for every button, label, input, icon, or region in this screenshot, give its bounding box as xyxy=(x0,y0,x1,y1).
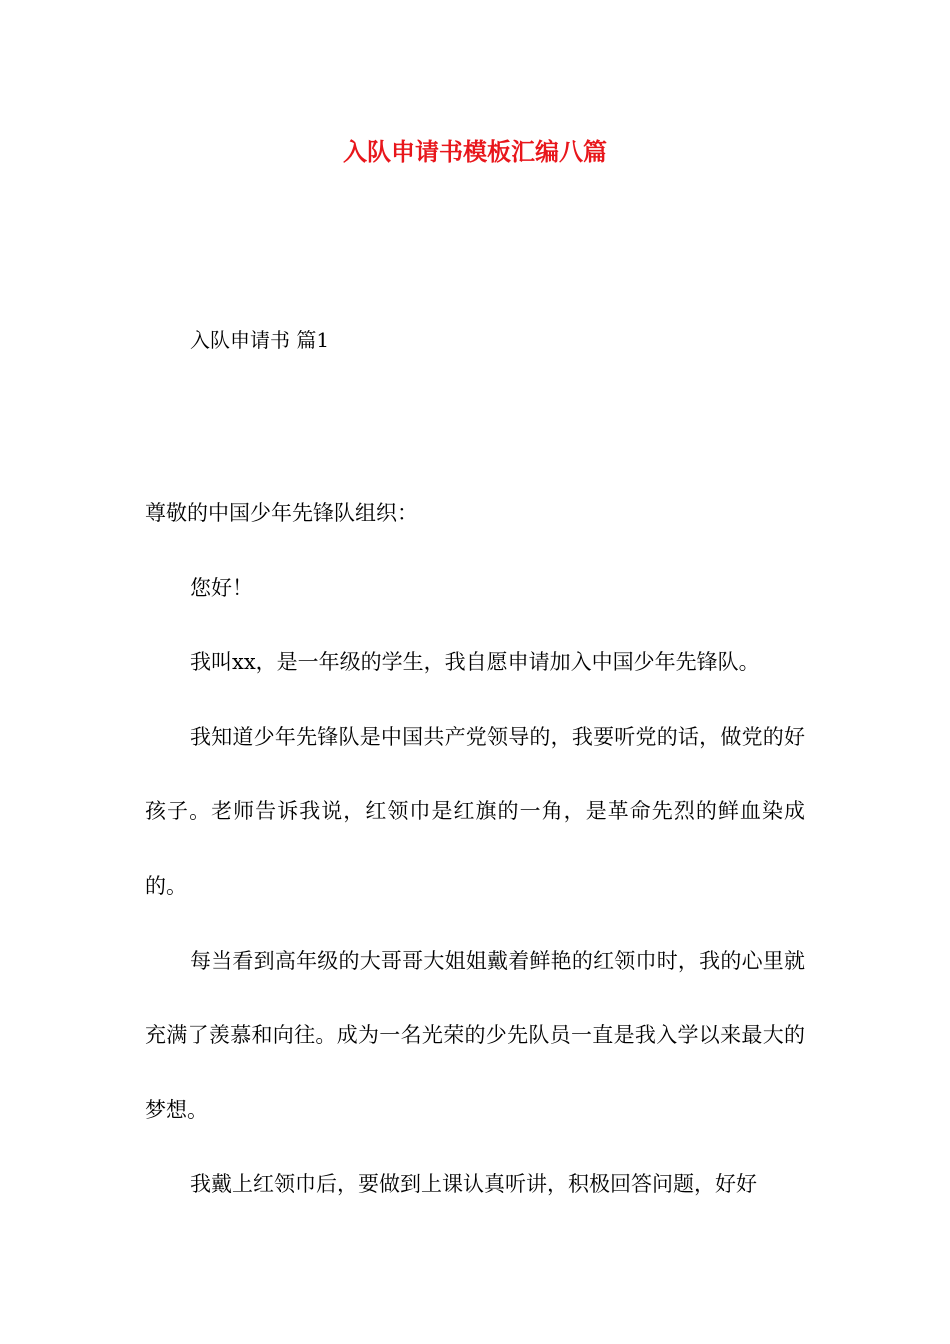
paragraph: 我戴上红领巾后，要做到上课认真听讲，积极回答问题，好好 xyxy=(190,1172,757,1197)
document-title: 入队申请书模板汇编八篇 xyxy=(343,137,607,166)
section-heading: 入队申请书 篇1 xyxy=(190,328,330,352)
paragraph: 每当看到高年级的大哥哥大姐姐戴着鲜艳的红领巾时，我的心里就充满了羡慕和向往。成为一名光荣的少先队员一直是我入学以来最大的梦想。 xyxy=(145,948,805,1122)
paragraph: 我知道少年先锋队是中国共产党领导的，我要听党的话，做党的好孩子。老师告诉我说，红领巾是红旗的一角，是革命先烈的鲜血染成的。 xyxy=(145,724,805,898)
salutation: 尊敬的中国少年先锋队组织： xyxy=(145,501,418,525)
greeting: 您好！ xyxy=(190,575,253,600)
document-body xyxy=(145,476,805,1222)
paragraph: 我叫xx，是一年级的学生，我自愿申请加入中国少年先锋队。 xyxy=(190,650,760,675)
